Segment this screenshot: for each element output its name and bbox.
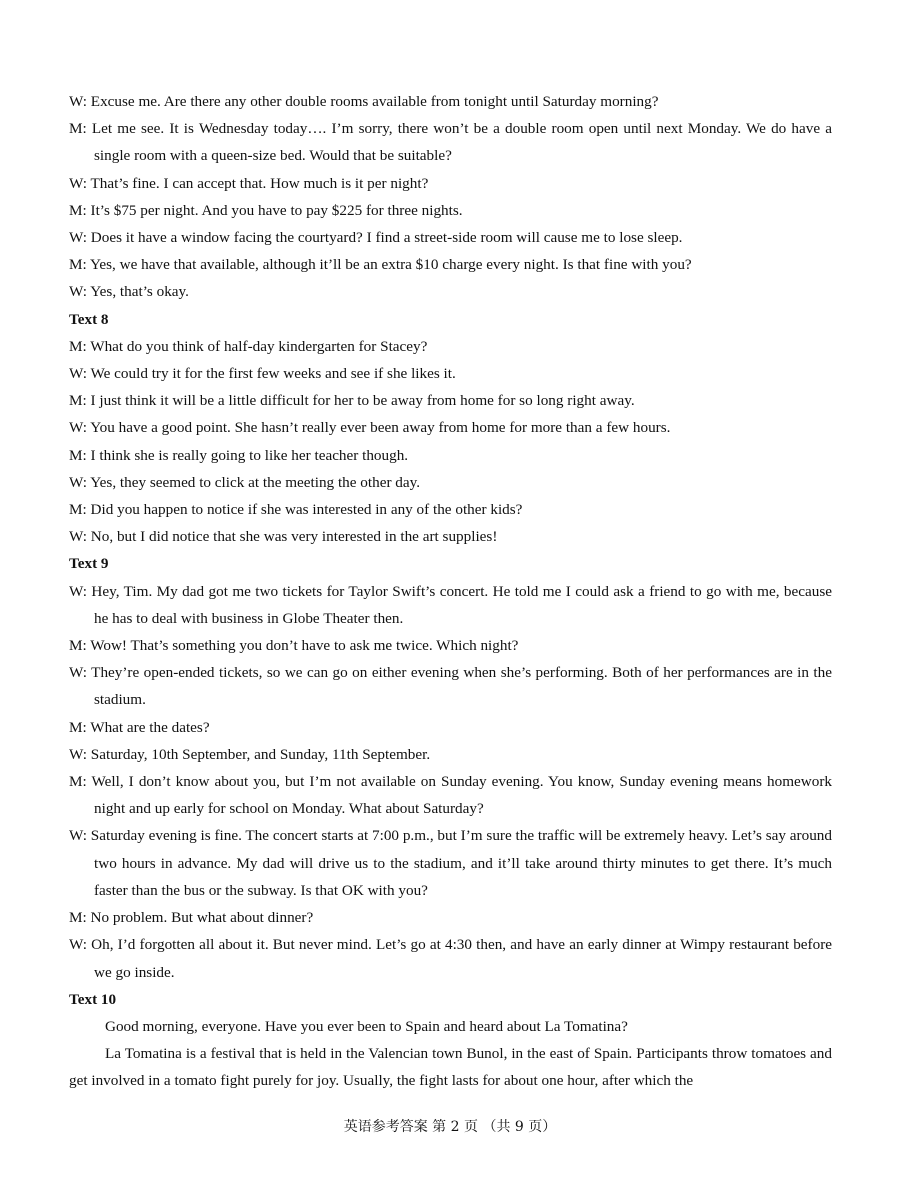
dialogue-line: W: Saturday, 10th September, and Sunday, 11th September. bbox=[69, 745, 431, 763]
section-heading: Text 8 bbox=[69, 310, 109, 328]
dialogue-line: W: You have a good point. She hasn’t really ever been away from home for more than a few hours. bbox=[69, 419, 671, 437]
page-footer: 英语参考答案 第 2 页 （共 9 页） bbox=[343, 1119, 557, 1135]
document-body bbox=[69, 88, 832, 1095]
dialogue-line: W: They’re open-ended tickets, so we can go on either evening when she’s performing. Both of her performances are in the stadium. bbox=[69, 664, 832, 709]
dialogue-line: M: Did you happen to notice if she was interested in any of the other kids? bbox=[69, 501, 523, 519]
dialogue-line: M: What do you think of half-day kindergarten for Stacey? bbox=[69, 337, 428, 355]
dialogue-line: W: Hey, Tim. My dad got me two tickets for Taylor Swift’s concert. He told me I could ask a friend to go with me, because he has to deal with business in Globe Theater then. bbox=[69, 582, 832, 627]
dialogue-line: M: Yes, we have that available, although it’ll be an extra $10 charge every night. Is that fine with you? bbox=[69, 256, 692, 274]
dialogue-line: M: I just think it will be a little difficult for her to be away from home for so long right away. bbox=[69, 392, 635, 410]
section-heading: Text 10 bbox=[69, 990, 117, 1008]
dialogue-line: W: We could try it for the first few weeks and see if she likes it. bbox=[69, 365, 456, 383]
dialogue-line: M: No problem. But what about dinner? bbox=[69, 909, 314, 927]
dialogue-line: M: Wow! That’s something you don’t have to ask me twice. Which night? bbox=[69, 637, 519, 655]
body-paragraph: La Tomatina is a festival that is held in the Valencian town Bunol, in the east of Spain. Participants throw tomatoes and get involved in a tomato fight purely for joy. Usually, the fight lasts for about one hour, after which the bbox=[69, 1045, 832, 1090]
dialogue-line: W: Saturday evening is fine. The concert starts at 7:00 p.m., but I’m sure the traffic will be extremely heavy. Let’s say around two hours in advance. My dad will drive us to the stadium, and it’ll take around thirty minutes to get there. It’s much faster than the bus or the subway. Is that OK with you? bbox=[69, 827, 832, 899]
dialogue-line: M: Let me see. It is Wednesday today…. I’m sorry, there won’t be a double room open until next Monday. We do have a single room with a queen-size bed. Would that be suitable? bbox=[69, 120, 832, 165]
dialogue-line: W: Excuse me. Are there any other double rooms available from tonight until Saturday morning? bbox=[69, 93, 659, 110]
dialogue-line: M: I think she is really going to like her teacher though. bbox=[69, 446, 409, 464]
dialogue-line: W: No, but I did notice that she was very interested in the art supplies! bbox=[69, 528, 498, 546]
section-heading: Text 9 bbox=[69, 555, 109, 573]
dialogue-line: W: Oh, I’d forgotten all about it. But never mind. Let’s go at 4:30 then, and have an early dinner at Wimpy restaurant before we go inside. bbox=[69, 936, 832, 981]
dialogue-line: W: Yes, they seemed to click at the meeting the other day. bbox=[69, 473, 421, 491]
dialogue-line: W: Yes, that’s okay. bbox=[69, 283, 189, 301]
dialogue-line: W: That’s fine. I can accept that. How much is it per night? bbox=[69, 174, 429, 192]
body-paragraph: Good morning, everyone. Have you ever been to Spain and heard about La Tomatina? bbox=[105, 1017, 628, 1035]
dialogue-line: M: What are the dates? bbox=[69, 718, 210, 736]
dialogue-line: W: Does it have a window facing the courtyard? I find a street-side room will cause me to lose sleep. bbox=[69, 229, 683, 247]
dialogue-line: M: Well, I don’t know about you, but I’m not available on Sunday evening. You know, Sunday evening means homework night and up early for school on Monday. What about Saturday? bbox=[69, 773, 832, 818]
dialogue-line: M: It’s $75 per night. And you have to pay $225 for three nights. bbox=[69, 201, 463, 219]
